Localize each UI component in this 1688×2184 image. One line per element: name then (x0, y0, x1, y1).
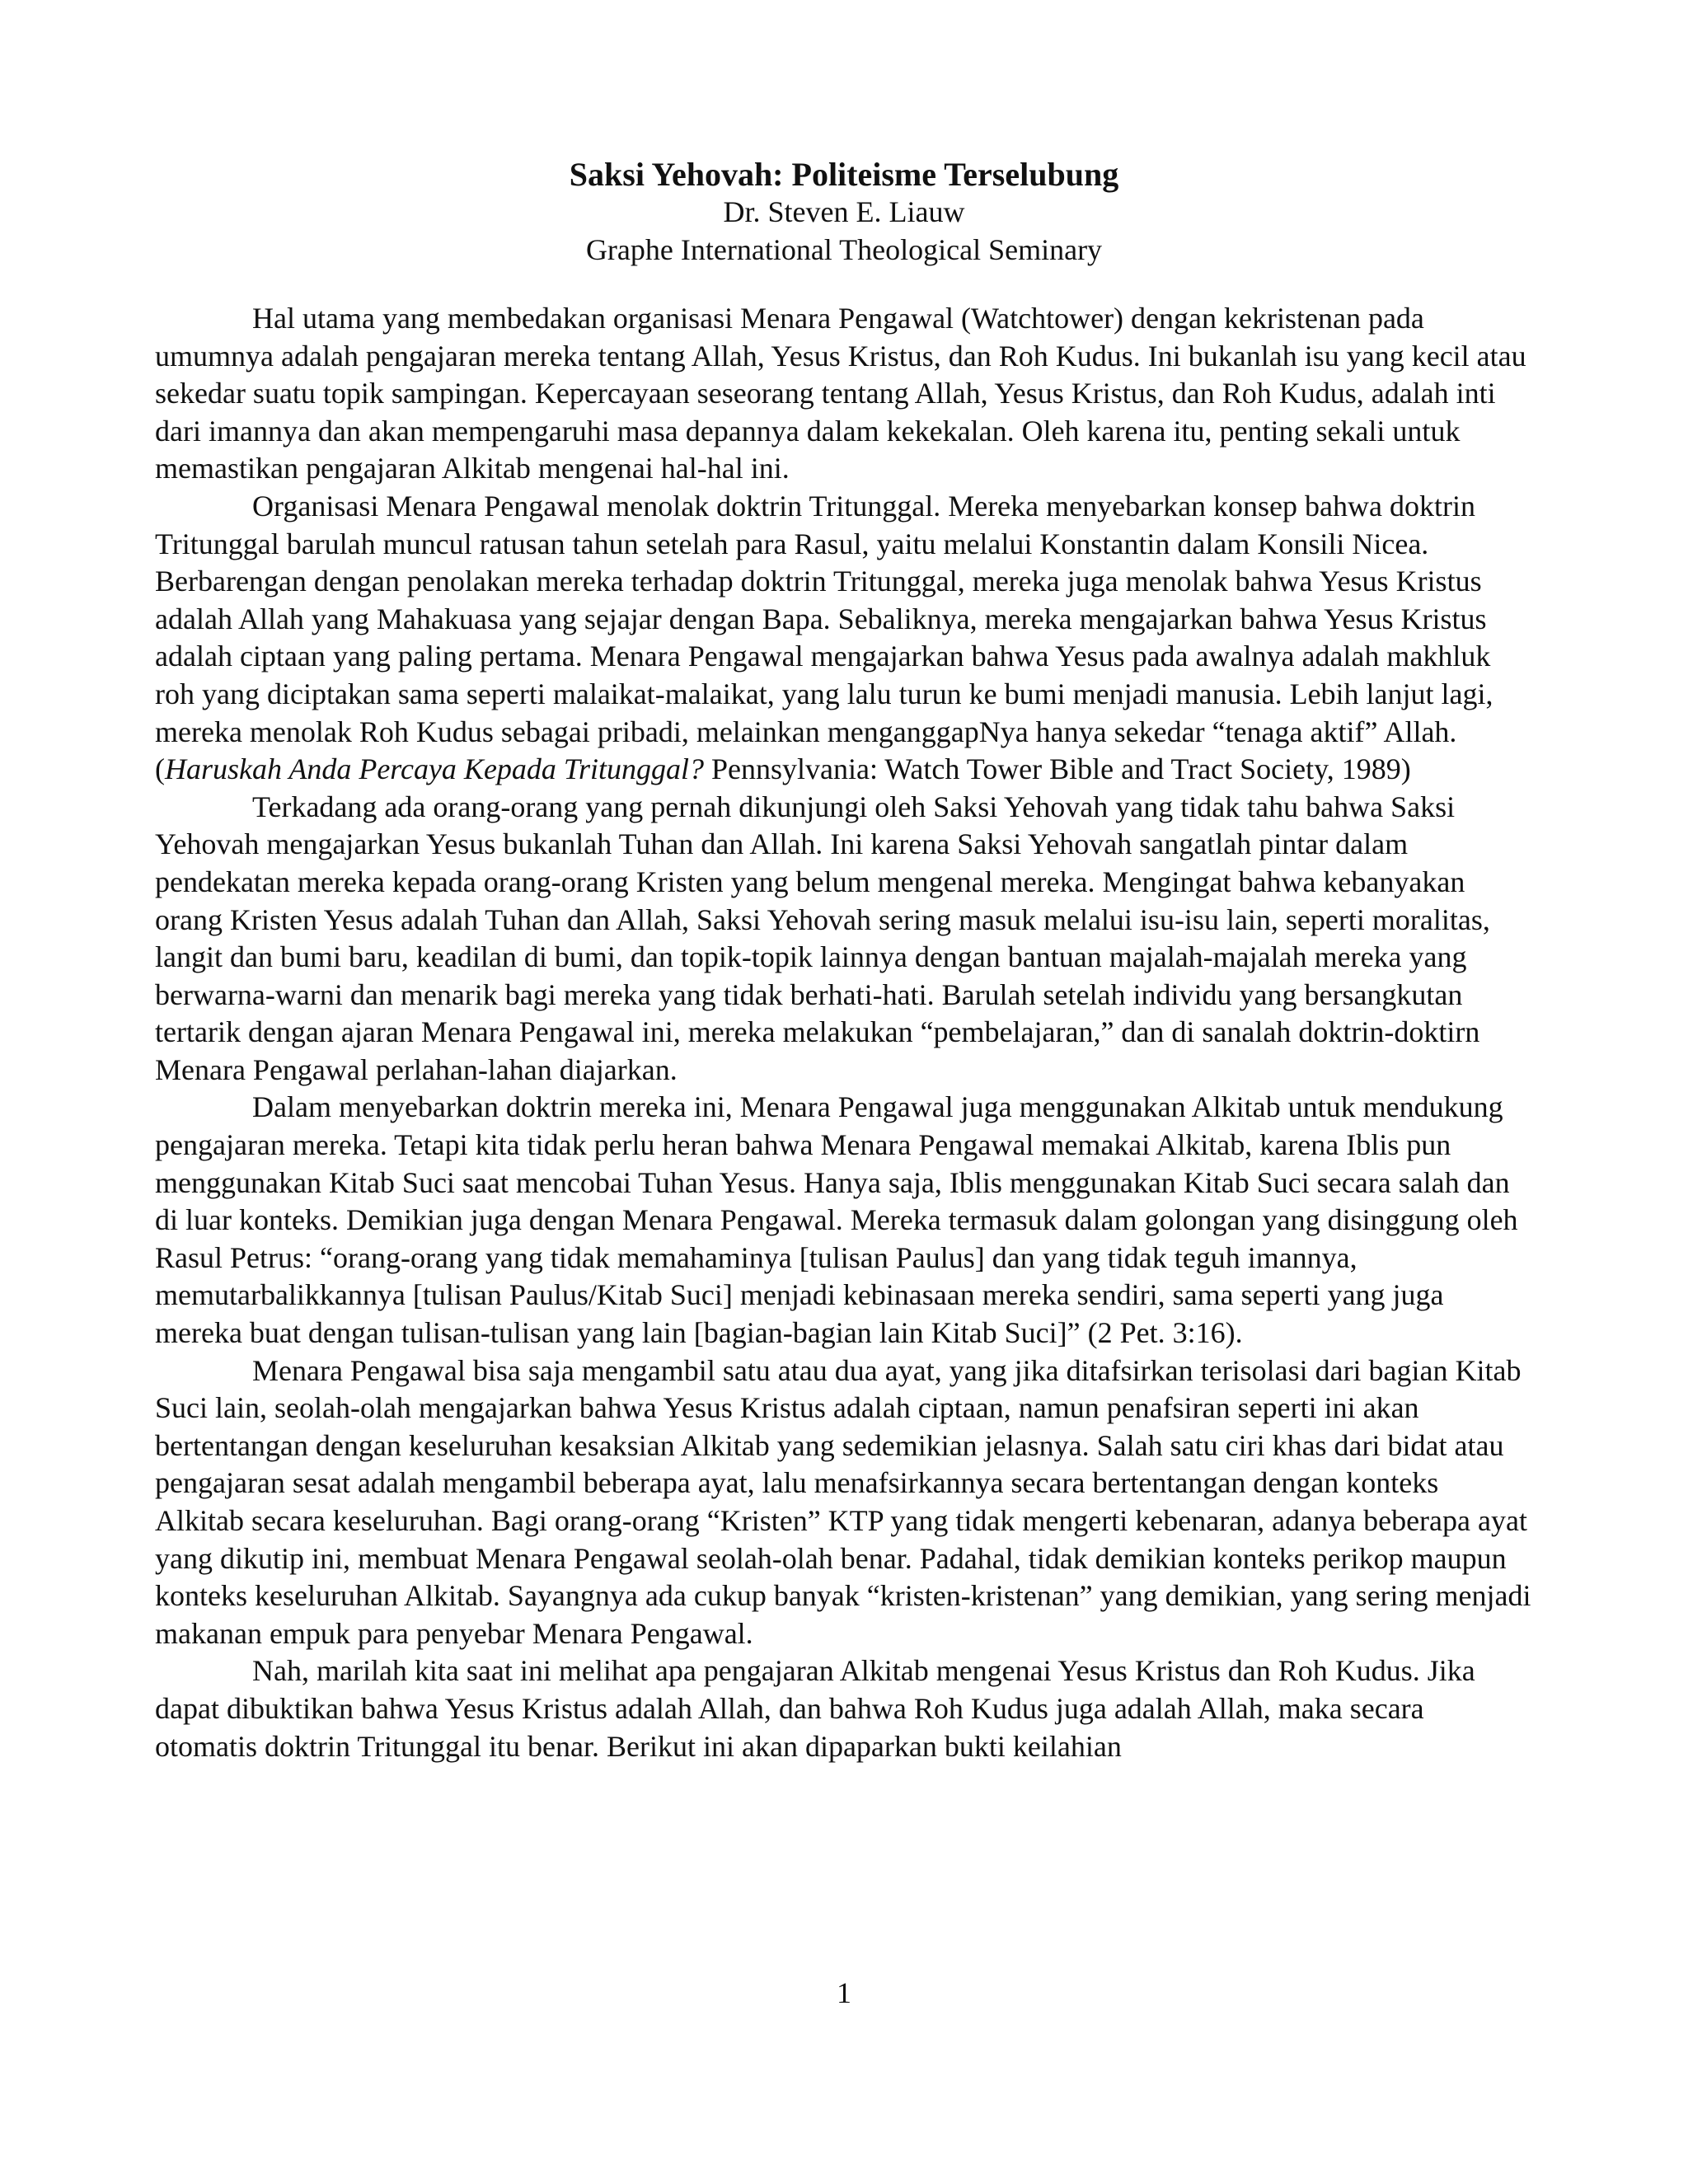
paragraph-2-main: Organisasi Menara Pengawal menolak doktrin Tritunggal. Mereka menyebarkan konsep bahwa doktrin Tritunggal barulah muncul ratusan tahun setelah para Rasul, yaitu melalui Konstantin dalam Konsili Nicea. Berbarengan dengan penolakan mereka terhadap doktrin Tritunggal, mereka juga menolak bahwa Yesus Kristus adalah Allah yang Mahakuasa yang sejajar dengan Bapa. Sebaliknya, mereka mengajarkan bahwa Yesus Kristus adalah ciptaan yang paling pertama. Menara Pengawal mengajarkan bahwa Yesus pada awalnya adalah makhluk roh yang diciptakan sama seperti malaikat-malaikat, yang lalu turun ke bumi menjadi manusia. Lebih lanjut lagi, mereka menolak Roh Kudus sebagai pribadi, melainkan menganggapNya hanya sekedar “tenaga aktif” Allah. ( (155, 489, 1493, 786)
document-page (155, 157, 1533, 1765)
document-title: Saksi Yehovah: Politeisme Terselubung (569, 156, 1119, 193)
document-body (155, 300, 1533, 1765)
paragraph-1: Hal utama yang membedakan organisasi Menara Pengawal (Watchtower) dengan kekristenan pada umumnya adalah pengajaran mereka tentang Allah, Yesus Kristus, dan Roh Kudus. Ini bukanlah isu yang kecil atau sekedar suatu topik sampingan. Kepercayaan seseorang tentang Allah, Yesus Kristus, dan Roh Kudus, adalah inti dari imannya dan akan mempengaruhi masa depannya dalam kekekalan. Oleh karena itu, penting sekali untuk memastikan pengajaran Alkitab mengenai hal-hal ini. (155, 302, 1526, 485)
paragraph-2 (155, 488, 1533, 789)
document-header (155, 157, 1533, 269)
paragraph-5: Menara Pengawal bisa saja mengambil satu atau dua ayat, yang jika ditafsirkan terisolasi dari bagian Kitab Suci lain, seolah-olah mengajarkan bahwa Yesus Kristus adalah ciptaan, namun penafsiran seperti ini akan bertentangan dengan keseluruhan kesaksian Alkitab yang sedemikian jelasnya. Salah satu ciri khas dari bidat atau pengajaran sesat adalah mengambil beberapa ayat, lalu menafsirkannya secara bertentangan dengan konteks Alkitab secara keseluruhan. Bagi orang-orang “Kristen” KTP yang tidak mengerti kebenaran, adanya beberapa ayat yang dikutip ini, membuat Menara Pengawal seolah-olah benar. Padahal, tidak demikian konteks perikop maupun konteks keseluruhan Alkitab. Sayangnya ada cukup banyak “kristen-kristenan” yang demikian, yang sering menjadi makanan empuk para penyebar Menara Pengawal. (155, 1353, 1531, 1650)
institution-name: Graphe International Theological Seminary (585, 233, 1103, 266)
paragraph-3: Terkadang ada orang-orang yang pernah dikunjungi oleh Saksi Yehovah yang tidak tahu bahwa Saksi Yehovah mengajarkan Yesus bukanlah Tuhan dan Allah. Ini karena Saksi Yehovah sangatlah pintar dalam pendekatan mereka kepada orang-orang Kristen yang belum mengenal mereka. Mengingat bahwa kebanyakan orang Kristen Yesus adalah Tuhan dan Allah, Saksi Yehovah sering masuk melalui isu-isu lain, seperti moralitas, langit dan bumi baru, keadilan di bumi, dan topik-topik lainnya dengan bantuan majalah-majalah mereka yang berwarna-warni dan menarik bagi mereka yang tidak berhati-hati. Barulah setelah individu yang bersangkutan tertarik dengan ajaran Menara Pengawal ini, mereka melakukan “pembelajaran,” dan di sanalah doktrin-doktirn Menara Pengawal perlahan-lahan diajarkan. (155, 790, 1490, 1086)
paragraph-6: Nah, marilah kita saat ini melihat apa pengajaran Alkitab mengenai Yesus Kristus dan Roh Kudus. Jika dapat dibuktikan bahwa Yesus Kristus adalah Allah, dan bahwa Roh Kudus juga adalah Allah, maka secara otomatis doktrin Tritunggal itu benar. Berikut ini akan dipaparkan bukti keilahian (155, 1654, 1475, 1763)
page-number: 1 (837, 1976, 851, 2009)
author-name: Dr. Steven E. Liauw (723, 195, 965, 228)
paragraph-4: Dalam menyebarkan doktrin mereka ini, Menara Pengawal juga menggunakan Alkitab untuk mendukung pengajaran mereka. Tetapi kita tidak perlu heran bahwa Menara Pengawal memakai Alkitab, karena Iblis pun menggunakan Kitab Suci saat mencobai Tuhan Yesus. Hanya saja, Iblis menggunakan Kitab Suci secara salah dan di luar konteks. Demikian juga dengan Menara Pengawal. Mereka termasuk dalam golongan yang disinggung oleh Rasul Petrus: “orang-orang yang tidak memahaminya [tulisan Paulus] dan yang tidak teguh imannya, memutarbalikkannya [tulisan Paulus/Kitab Suci] menjadi kebinasaan mereka sendiri, sama seperti yang juga mereka buat dengan tulisan-tulisan yang lain [bagian-bagian lain Kitab Suci]” (2 Pet. 3:16). (155, 1090, 1518, 1350)
citation-title: Haruskah Anda Percaya Kepada Tritunggal? (165, 752, 704, 786)
citation-details: Pennsylvania: Watch Tower Bible and Tract Society, 1989) (703, 752, 1411, 786)
